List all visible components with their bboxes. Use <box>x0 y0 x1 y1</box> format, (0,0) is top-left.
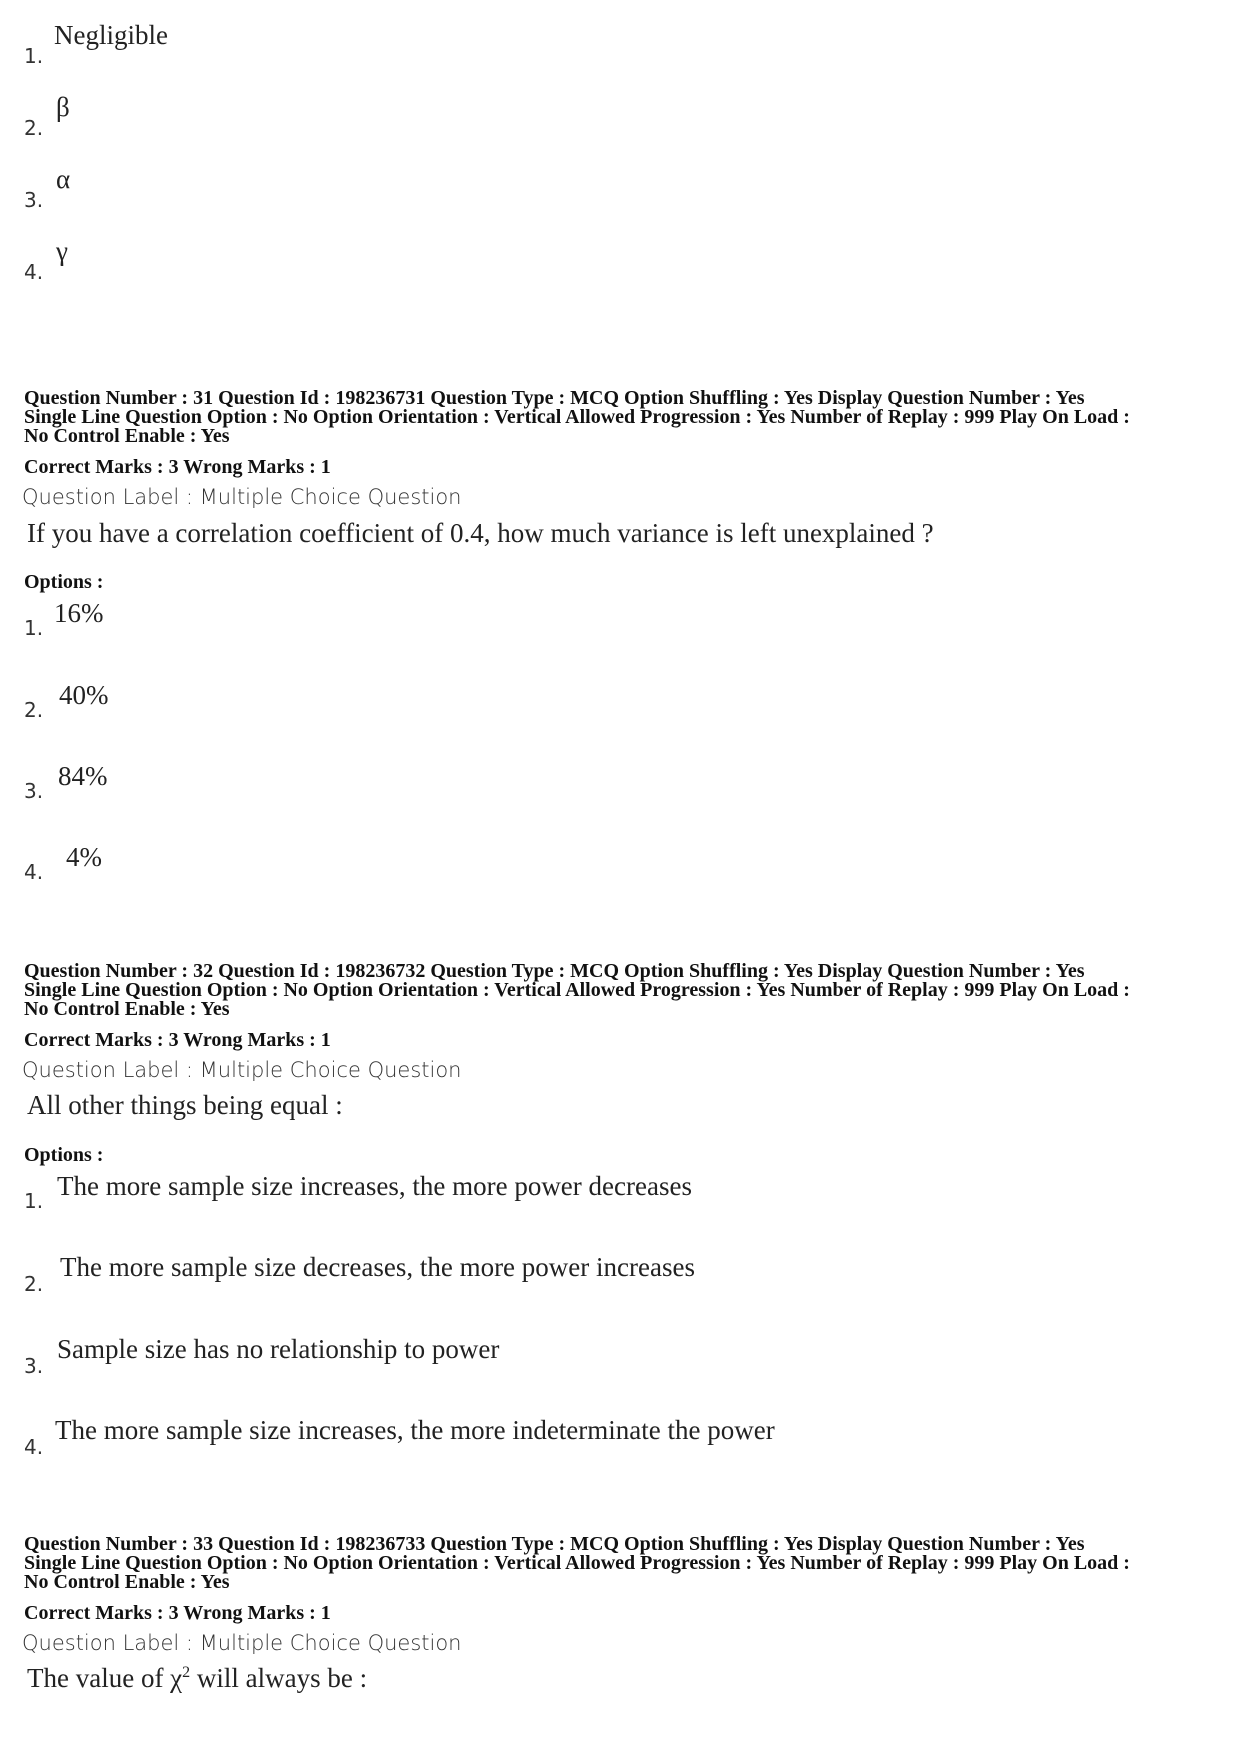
meta-line: Single Line Question Option : No Option Orientation : Vertical Allowed Progression : Yes Number of Replay : 999 Play On Load : <box>24 979 1130 1001</box>
question-33-text <box>27 1663 367 1694</box>
question-31-meta <box>24 389 1214 446</box>
option-text: The more sample size increases, the more indeterminate the power <box>55 1415 775 1445</box>
q31-option-4[interactable] <box>24 842 1124 902</box>
q32-option-4[interactable] <box>24 1415 1124 1475</box>
option-number: 4. <box>24 260 44 284</box>
q32-option-1[interactable] <box>24 1171 1124 1231</box>
meta-line: Question Number : 33 Question Id : 198236733 Question Type : MCQ Option Shuffling : Yes Display Question Number : Yes <box>24 1533 1085 1555</box>
option-number: 3. <box>24 1354 44 1378</box>
prev-option-1[interactable] <box>24 20 1124 80</box>
meta-line: Single Line Question Option : No Option Orientation : Vertical Allowed Progression : Yes Number of Replay : 999 Play On Load : <box>24 1552 1130 1574</box>
question-32-text: All other things being equal : <box>27 1090 343 1120</box>
option-text: β <box>56 92 70 122</box>
prev-option-4[interactable] <box>24 236 1124 296</box>
option-number: 1. <box>24 1189 44 1213</box>
option-number: 2. <box>24 1272 44 1296</box>
meta-line: No Control Enable : Yes <box>24 425 230 447</box>
option-text: α <box>56 164 71 194</box>
question-31-options-label: Options : <box>24 571 104 593</box>
option-text: 4% <box>66 842 102 872</box>
question-32-label: Question Label : Multiple Choice Question <box>22 1058 462 1082</box>
question-31-label: Question Label : Multiple Choice Question <box>22 485 462 509</box>
question-31-text: If you have a correlation coefficient of 0.4, how much variance is left unexplained ? <box>27 518 934 548</box>
q31-option-3[interactable] <box>24 761 1124 821</box>
q32-option-2[interactable] <box>24 1252 1124 1312</box>
question-32-marks: Correct Marks : 3 Wrong Marks : 1 <box>24 1029 331 1051</box>
q31-option-2[interactable] <box>24 680 1124 740</box>
meta-line: Question Number : 32 Question Id : 198236732 Question Type : MCQ Option Shuffling : Yes Display Question Number : Yes <box>24 960 1085 982</box>
option-text: 40% <box>59 680 109 710</box>
prev-option-2[interactable] <box>24 92 1124 152</box>
option-number: 2. <box>24 116 44 140</box>
q31-option-1[interactable] <box>24 598 1124 658</box>
meta-line: No Control Enable : Yes <box>24 1571 230 1593</box>
option-text: The more sample size increases, the more power decreases <box>57 1171 692 1201</box>
meta-line: No Control Enable : Yes <box>24 998 230 1020</box>
option-number: 1. <box>24 44 44 68</box>
question-text-start: The value of χ <box>27 1663 183 1693</box>
question-33-meta <box>24 1535 1214 1592</box>
option-text: 16% <box>54 598 104 628</box>
option-number: 1. <box>24 616 44 640</box>
meta-line: Question Number : 31 Question Id : 198236731 Question Type : MCQ Option Shuffling : Yes Display Question Number : Yes <box>24 387 1085 409</box>
option-text: The more sample size decreases, the more power increases <box>60 1252 695 1282</box>
option-text: Negligible <box>54 20 168 50</box>
option-number: 4. <box>24 1435 44 1459</box>
question-32-meta <box>24 962 1214 1019</box>
option-text: γ <box>56 236 68 266</box>
option-text: 84% <box>58 761 108 791</box>
option-number: 3. <box>24 188 44 212</box>
question-32-options-label: Options : <box>24 1144 104 1166</box>
question-31-marks: Correct Marks : 3 Wrong Marks : 1 <box>24 456 331 478</box>
option-number: 4. <box>24 860 44 884</box>
meta-line: Single Line Question Option : No Option Orientation : Vertical Allowed Progression : Yes Number of Replay : 999 Play On Load : <box>24 406 1130 428</box>
question-text-end: will always be : <box>190 1663 368 1693</box>
option-text: Sample size has no relationship to power <box>57 1334 500 1364</box>
option-number: 2. <box>24 698 44 722</box>
question-33-label: Question Label : Multiple Choice Question <box>22 1631 462 1655</box>
prev-option-3[interactable] <box>24 164 1124 224</box>
question-33-marks: Correct Marks : 3 Wrong Marks : 1 <box>24 1602 331 1624</box>
option-number: 3. <box>24 779 44 803</box>
superscript: 2 <box>182 1664 191 1681</box>
q32-option-3[interactable] <box>24 1334 1124 1394</box>
